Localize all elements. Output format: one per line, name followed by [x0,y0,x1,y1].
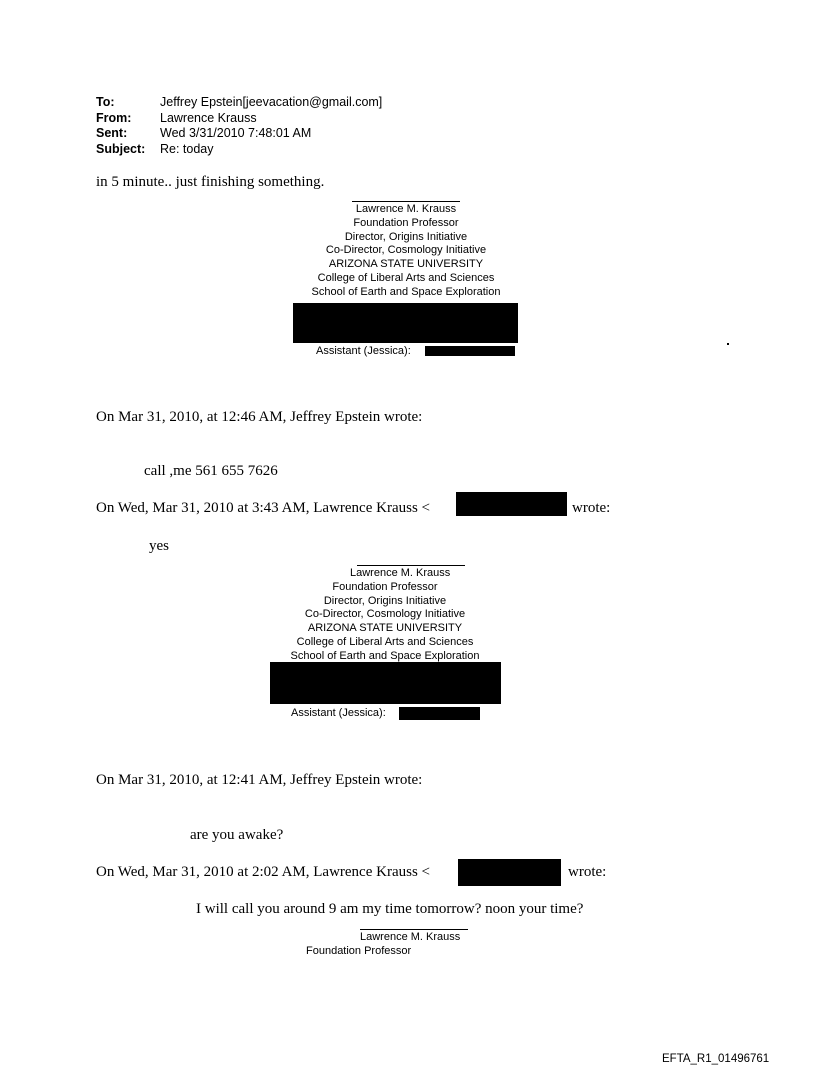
signature-university: ARIZONA STATE UNIVERSITY [307,622,463,635]
signature-role-1: Director, Origins Initiative [344,230,468,243]
from-row [96,111,382,127]
quote-header-3: On Mar 31, 2010, at 12:41 AM, Jeffrey Epstein wrote: [96,772,423,788]
subject-label: Subject: [96,141,146,156]
signature-block-2 [270,565,500,664]
document-id: EFTA_R1_01496761 [662,1053,770,1065]
signature-assistant: Assistant (Jessica): [316,345,411,357]
signature-role-2: Co-Director, Cosmology Initiative [304,608,466,621]
signature-college: College of Liberal Arts and Sciences [317,271,495,284]
quote-text-3: are you awake? [190,827,284,843]
subject-value: Re: today [160,141,214,156]
signature-title: Foundation Professor [353,216,459,229]
redaction-box [458,859,561,886]
signature-university: ARIZONA STATE UNIVERSITY [328,258,484,271]
signature-assistant: Assistant (Jessica): [291,707,386,719]
stray-mark [727,343,729,345]
quote-text-1: call ,me 561 655 7626 [144,463,278,479]
quote-text-4: I will call you around 9 am my time tomorrow? noon your time? [196,901,584,917]
signature-role-2: Co-Director, Cosmology Initiative [325,244,487,257]
to-row [96,95,382,111]
email-header [96,95,382,157]
signature-block-1 [290,201,522,300]
redaction-box [293,303,518,343]
sent-value: Wed 3/31/2010 7:48:01 AM [160,126,312,140]
signature-college: College of Liberal Arts and Sciences [296,635,474,648]
signature-rule [352,201,460,202]
redaction-box [399,707,480,720]
signature-role-1: Director, Origins Initiative [323,594,447,607]
quote-header-4-start: On Wed, Mar 31, 2010 at 2:02 AM, Lawrence Krauss < [96,864,430,880]
signature-title: Foundation Professor [306,944,412,957]
quote-header-2-start: On Wed, Mar 31, 2010 at 3:43 AM, Lawrence Krauss < [96,500,430,516]
message-body-line: in 5 minute.. just finishing something. [96,174,325,190]
from-label: From: [96,110,132,125]
quote-text-2: yes [149,538,169,554]
from-value: Lawrence Krauss [160,110,257,125]
signature-school: School of Earth and Space Exploration [311,285,501,298]
signature-rule [360,929,468,930]
signature-title: Foundation Professor [332,580,438,593]
quote-header-1: On Mar 31, 2010, at 12:46 AM, Jeffrey Epstein wrote: [96,409,423,425]
redaction-box [425,346,515,356]
redaction-box [456,492,567,516]
subject-row [96,142,382,158]
signature-name: Lawrence M. Krauss [360,931,461,943]
quote-header-4-end: wrote: [568,864,607,880]
signature-name: Lawrence M. Krauss [355,203,457,215]
to-label: To: [96,95,115,109]
to-value: Jeffrey Epstein[jeevacation@gmail.com] [160,95,383,109]
signature-school: School of Earth and Space Exploration [290,649,480,662]
signature-block-3 [300,929,490,959]
sent-row [96,126,382,142]
signature-name: Lawrence M. Krauss [350,567,451,579]
sent-label: Sent: [96,126,128,140]
signature-rule [357,565,465,566]
redaction-box [270,662,501,704]
quote-header-2-end: wrote: [572,500,611,516]
